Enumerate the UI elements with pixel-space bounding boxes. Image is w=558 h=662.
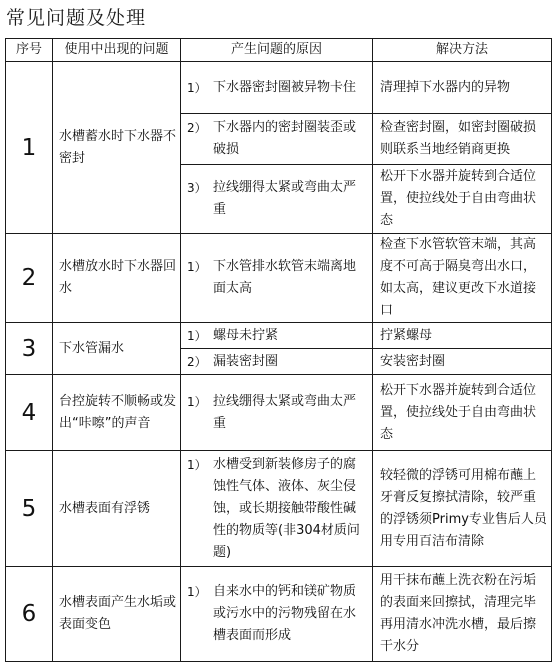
table-header-row xyxy=(6,39,552,62)
header-solution: 解决方法 xyxy=(373,39,552,62)
table-row xyxy=(6,451,552,567)
cause-index: 1） xyxy=(187,585,207,599)
page-title: 常见问题及处理 xyxy=(6,7,147,29)
problem-cell: 水槽蓄水时下水器不密封 xyxy=(53,62,181,234)
cause-text: 拉线绷得太紧或弯曲太严重 xyxy=(213,393,357,431)
cause-index: 3） xyxy=(187,181,207,195)
cause-cell xyxy=(181,323,373,349)
solution-cell: 松开下水器并旋转到合适位置，使拉线处于自由弯曲状态 xyxy=(373,165,552,234)
table-row xyxy=(6,375,552,451)
cause-index: 1） xyxy=(187,394,207,409)
cause-text: 下水器内的密封圈装歪或破损 xyxy=(213,120,357,157)
row-number: 4 xyxy=(6,375,53,451)
solution-cell: 检查下水管软管末端，其高度不可高于隔臭弯出水口，如太高，建议更改下水道接口 xyxy=(373,234,552,323)
solution-cell: 安装密封圈 xyxy=(373,349,552,375)
cause-index: 1） xyxy=(187,80,207,95)
cause-text: 水槽受到新装修房子的腐蚀性气体、液体、灰尘侵蚀，或长期接触带酸性碱性的物质等(非304材质问题) xyxy=(213,456,360,560)
problem-cell: 台控旋转不顺畅或发出“咔嚓”的声音 xyxy=(53,375,181,451)
cause-text: 自来水中的钙和镁矿物质或污水中的污物残留在水槽表面而形成 xyxy=(213,584,357,643)
solution-cell: 清理掉下水器内的异物 xyxy=(373,62,552,114)
row-number: 5 xyxy=(6,451,53,567)
cause-text: 漏装密封圈 xyxy=(213,353,279,369)
cause-cell xyxy=(181,114,373,165)
row-number: 3 xyxy=(6,323,53,375)
table-row xyxy=(6,567,552,662)
cause-cell xyxy=(181,567,373,662)
cause-index: 1） xyxy=(187,328,207,343)
faq-table xyxy=(5,38,552,662)
problem-cell: 水槽表面有浮锈 xyxy=(53,451,181,567)
row-number: 1 xyxy=(6,62,53,234)
solution-cell: 用干抹布蘸上洗衣粉在污垢的表面来回擦拭，清理完毕再用清水冲洗水槽，最后擦干水分 xyxy=(373,567,552,662)
cause-cell xyxy=(181,349,373,375)
cause-cell xyxy=(181,375,373,451)
problem-cell: 水槽表面产生水垢或表面变色 xyxy=(53,567,181,662)
problem-cell: 水槽放水时下水器回水 xyxy=(53,234,181,323)
cause-text: 螺母未拧紧 xyxy=(213,327,279,343)
cause-cell xyxy=(181,234,373,323)
cause-cell xyxy=(181,451,373,567)
cause-cell xyxy=(181,165,373,234)
solution-cell: 检查密封圈，如密封圈破损则联系当地经销商更换 xyxy=(373,114,552,165)
solution-cell: 较轻微的浮锈可用棉布蘸上牙膏反复擦拭清除，较严重的浮锈须Primy专业售后人员用专用百洁布清除 xyxy=(373,451,552,567)
table-row xyxy=(6,234,552,323)
table-row xyxy=(6,62,552,114)
header-cause: 产生问题的原因 xyxy=(181,39,373,62)
cause-index: 2） xyxy=(187,121,207,135)
cause-text: 下水管排水软管末端离地面太高 xyxy=(213,259,357,296)
cause-index: 1） xyxy=(187,260,207,274)
cause-index: 2） xyxy=(187,354,207,369)
header-problem: 使用中出现的问题 xyxy=(53,39,181,62)
solution-cell: 松开下水器并旋转到合适位置，使拉线处于自由弯曲状态 xyxy=(373,375,552,451)
header-seq: 序号 xyxy=(6,39,53,62)
solution-cell: 拧紧螺母 xyxy=(373,323,552,349)
table-row xyxy=(6,323,552,349)
cause-text: 拉线绷得太紧或弯曲太严重 xyxy=(213,180,357,217)
cause-cell xyxy=(181,62,373,114)
cause-text: 下水器密封圈被异物卡住 xyxy=(213,79,357,95)
row-number: 2 xyxy=(6,234,53,323)
cause-index: 1） xyxy=(187,457,207,472)
row-number: 6 xyxy=(6,567,53,662)
problem-cell: 下水管漏水 xyxy=(53,323,181,375)
